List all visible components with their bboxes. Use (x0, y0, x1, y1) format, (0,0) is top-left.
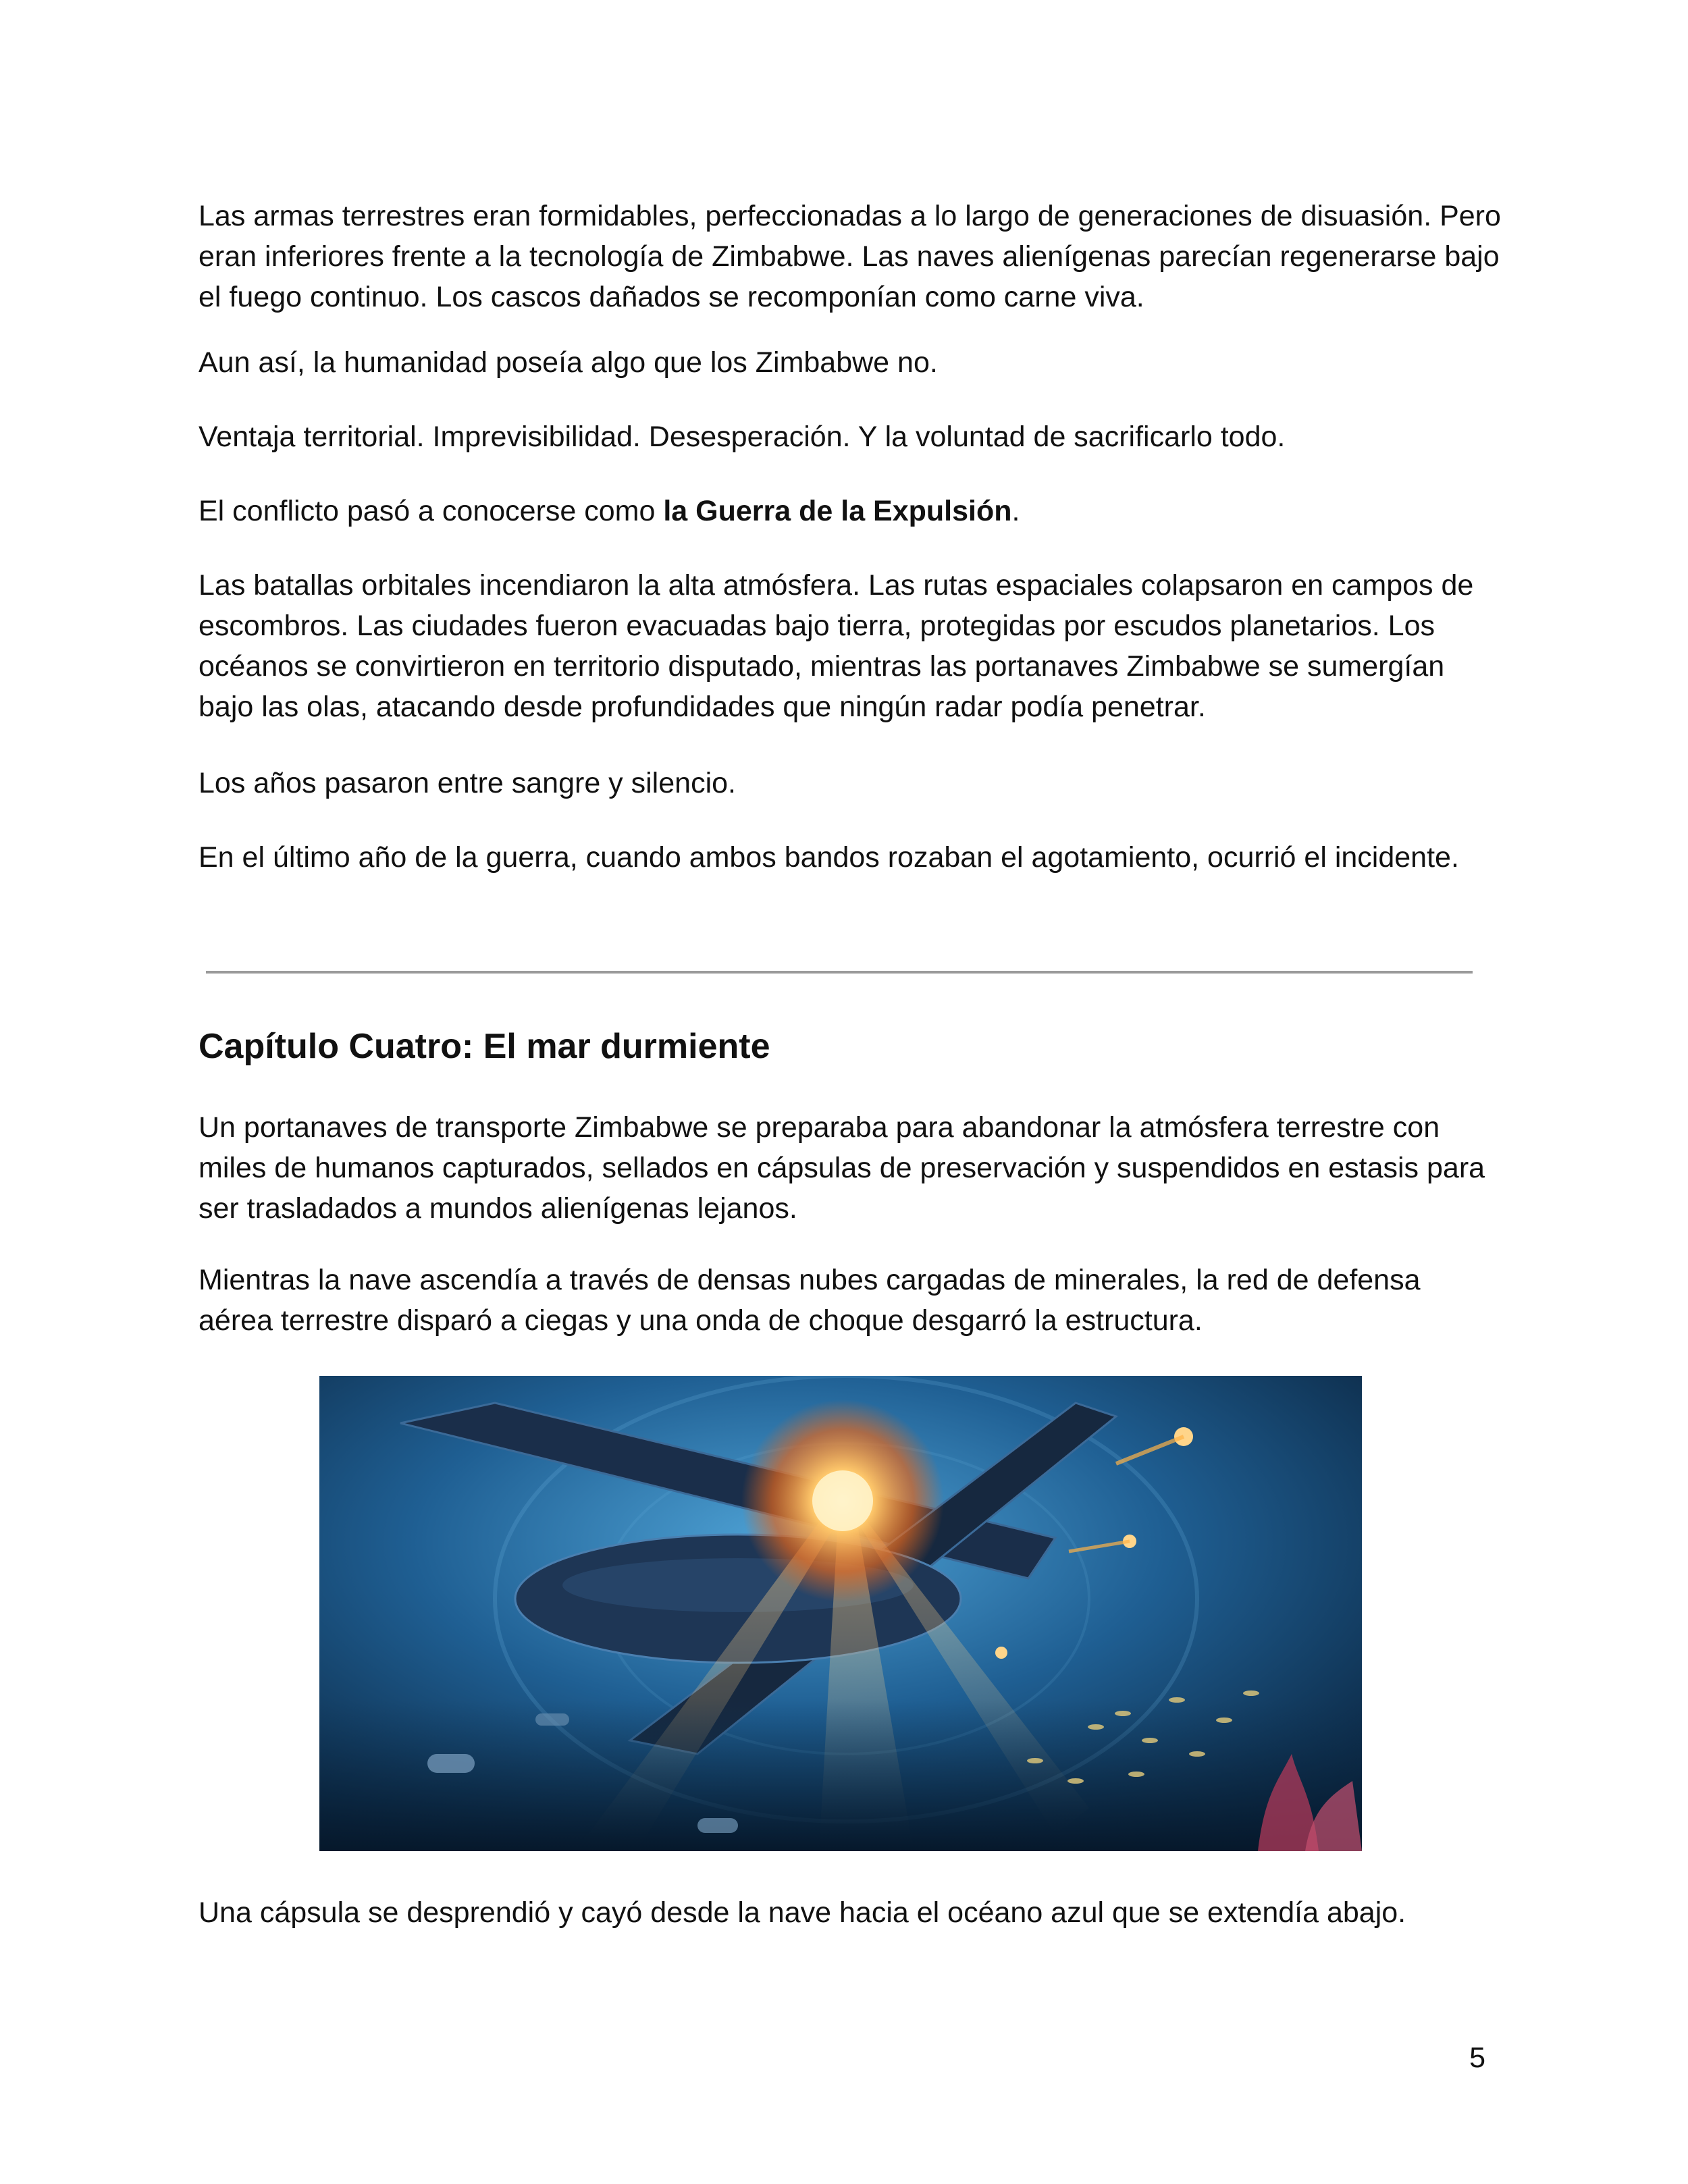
paragraph-battles: Las batallas orbitales incendiaron la alta atmósfera. Las rutas espaciales colapsaron en campos de escombros. Las ciudades fueron evacuadas bajo tierra, protegidas por escudos planetarios. Los océanos se convirtieron en territorio disputado, mientras las portanaves Zimbabwe se sumergían bajo las olas, atacando desde profundidades que ningún radar podía penetrar. (199, 569, 1474, 723)
paragraph-humanity: Aun así, la humanidad poseía algo que los Zimbabwe no. (199, 346, 938, 379)
page-number: 5 (1469, 2042, 1485, 2074)
war-name-prefix: El conflicto pasó a conocerse como (199, 495, 664, 527)
war-name-suffix: . (1011, 495, 1020, 527)
chapter-title: Capítulo Cuatro: El mar durmiente (199, 1027, 770, 1066)
paragraph-transport: Un portanaves de transporte Zimbabwe se preparaba para abandonar la atmósfera terrestre con miles de humanos capturados, sellados en cápsulas de preservación y suspendidos en estasis para ser trasladados a mundos alienígenas lejanos. (199, 1111, 1485, 1225)
section-divider (206, 971, 1473, 974)
battle-scene-image (319, 1376, 1362, 1851)
paragraph-weapons: Las armas terrestres eran formidables, perfeccionadas a lo largo de generaciones de disuasión. Pero eran inferiores frente a la tecnología de Zimbabwe. Las naves alienígenas parecían regenerarse bajo el fuego continuo. Los cascos dañados se recomponían como carne viva. (199, 200, 1501, 313)
paragraph-war-name (199, 491, 1502, 531)
paragraph-incident: En el último año de la guerra, cuando ambos bandos rozaban el agotamiento, ocurrió el incidente. (199, 841, 1459, 874)
illustration-underwater-battle (319, 1376, 1362, 1851)
paragraph-shockwave: Mientras la nave ascendía a través de densas nubes cargadas de minerales, la red de defensa aérea terrestre disparó a ciegas y una onda de choque desgarró la estructura. (199, 1264, 1421, 1337)
paragraph-years: Los años pasaron entre sangre y silencio. (199, 767, 736, 799)
paragraph-capsule-falls: Una cápsula se desprendió y cayó desde la nave hacia el océano azul que se extendía abajo. (199, 1896, 1406, 1929)
paragraph-advantages: Ventaja territorial. Imprevisibilidad. Desesperación. Y la voluntad de sacrificarlo todo. (199, 421, 1286, 453)
war-name-bold: la Guerra de la Expulsión (663, 495, 1012, 527)
